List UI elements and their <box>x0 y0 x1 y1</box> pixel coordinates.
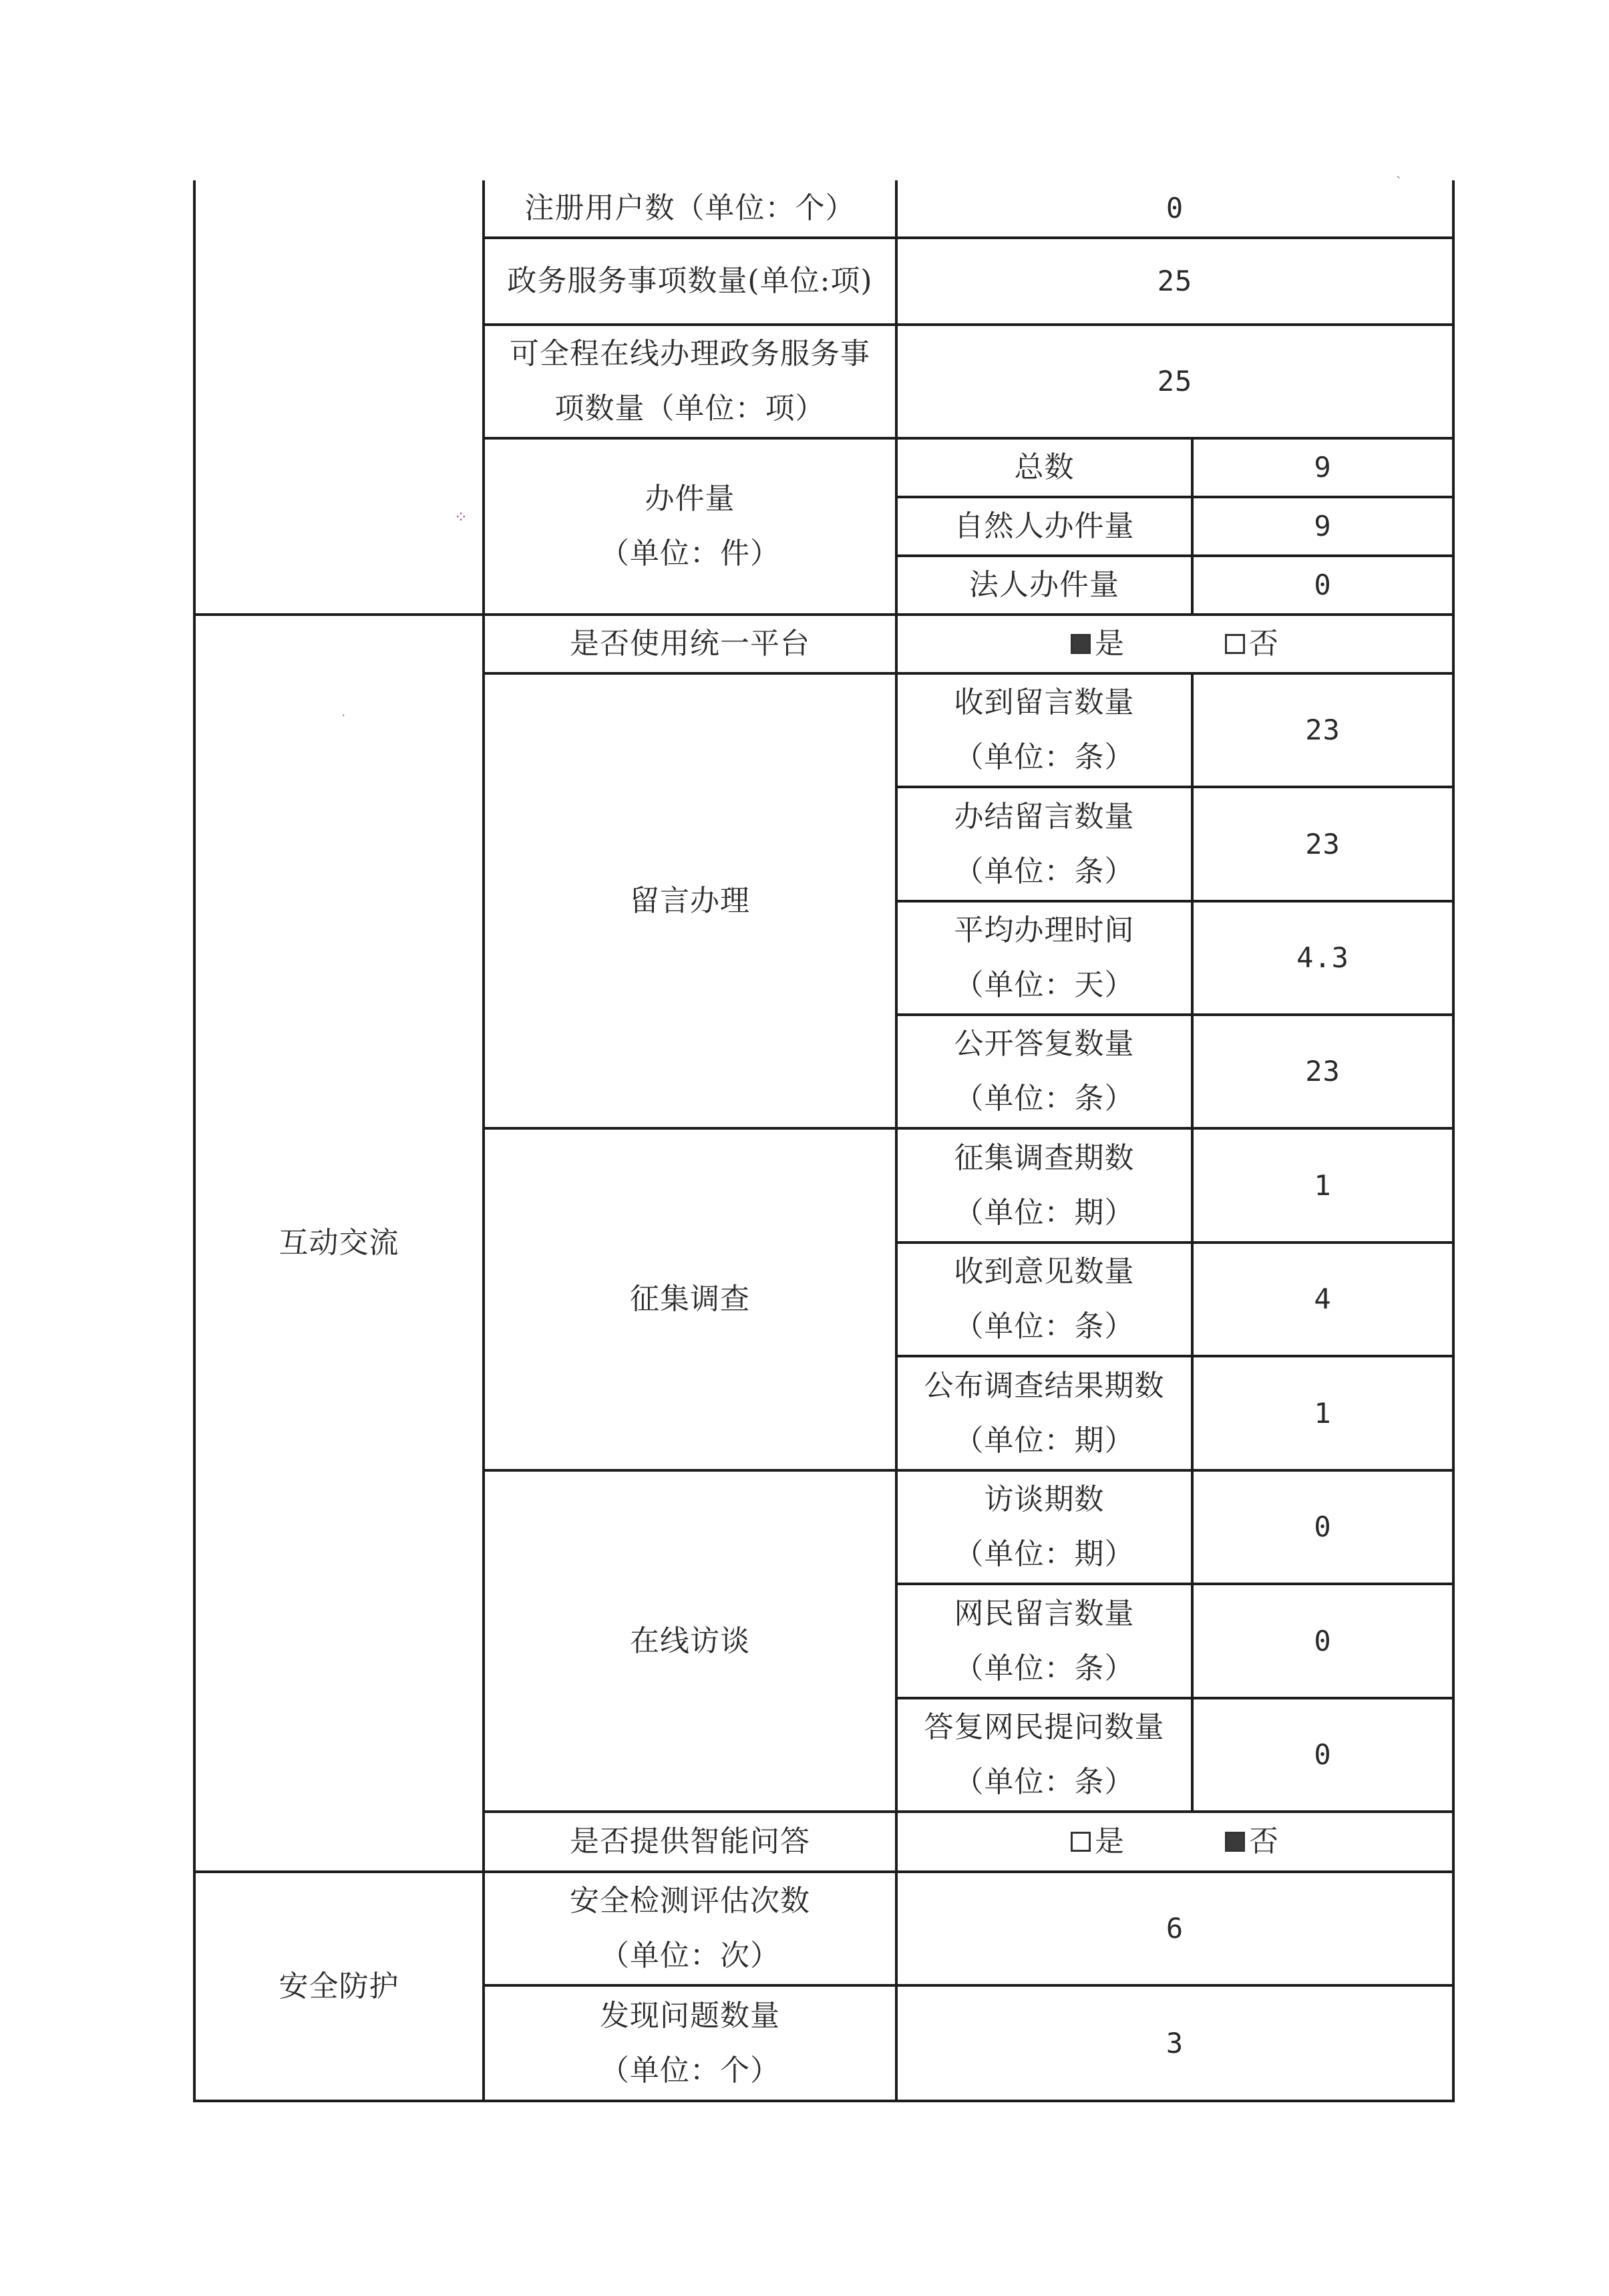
value-text: 6 <box>1166 1912 1184 1945</box>
value-text: 4.3 <box>1296 941 1349 974</box>
metric-label: 答复网民提问数量 <box>924 1710 1165 1744</box>
smart-qa-no[interactable] <box>1225 1814 1279 1869</box>
unified-platform-yes[interactable] <box>1071 617 1125 671</box>
value-text: 3 <box>1166 2026 1184 2060</box>
value-text: 1 <box>1314 1168 1332 1202</box>
metric-label: 收到意见数量 <box>954 1255 1135 1289</box>
registered-users-value <box>898 180 1452 236</box>
metric-unit: （单位：期） <box>954 1537 1135 1571</box>
metric-label: 安全检测评估次数 <box>570 1884 810 1918</box>
metric-unit: （单位：条） <box>954 854 1135 888</box>
netizen-messages-label <box>898 1585 1191 1697</box>
value-text: 23 <box>1305 713 1340 746</box>
survey-periods-label <box>898 1130 1191 1241</box>
unified-platform-no[interactable] <box>1225 617 1279 671</box>
opinions-received-value <box>1194 1244 1452 1355</box>
value-text: 0 <box>1314 568 1332 601</box>
online-items-value <box>898 326 1452 437</box>
messages-closed-value <box>1194 788 1452 900</box>
issues-found-value <box>898 1987 1452 2100</box>
service-items-label: 政务服务事项数量(单位:项) <box>507 264 873 298</box>
checkbox-unchecked-icon <box>1071 1832 1091 1852</box>
case-volume-unit: （单位：件） <box>600 536 780 570</box>
case-volume-label <box>485 440 895 613</box>
avg-handling-time-label <box>898 903 1191 1013</box>
smart-qa-options <box>898 1813 1452 1870</box>
interview-periods-label <box>898 1472 1191 1583</box>
rule <box>193 2100 1455 2102</box>
value-text: 9 <box>1314 451 1332 484</box>
case-legal-person-label: 法人办件量 <box>969 568 1119 602</box>
online-items-label-line2: 项数量（单位：项） <box>554 391 826 426</box>
survey-group-label: 征集调查 <box>630 1282 750 1316</box>
value-text: 4 <box>1314 1283 1332 1315</box>
registered-users-label: 注册用户数（单位：个） <box>524 191 856 225</box>
option-label: 否 <box>1249 627 1279 661</box>
case-total-value <box>1194 440 1452 496</box>
case-legal-person-value <box>1194 557 1452 613</box>
case-volume-title: 办件量 <box>645 482 735 516</box>
value-text: 23 <box>1305 827 1340 860</box>
metric-label: 办结留言数量 <box>954 799 1135 834</box>
security-tests-value <box>898 1873 1452 1984</box>
value-text: 1 <box>1314 1396 1332 1430</box>
metric-label: 访谈期数 <box>984 1482 1105 1516</box>
unified-platform-label: 是否使用统一平台 <box>570 627 810 661</box>
public-replies-value <box>1194 1016 1452 1127</box>
metric-unit: （单位：期） <box>954 1195 1135 1230</box>
interaction-section-label: 互动交流 <box>279 1226 399 1260</box>
value-text: 0 <box>1314 1624 1332 1657</box>
metric-label: 收到留言数量 <box>954 685 1135 719</box>
scan-speck: ⁘ <box>454 508 468 526</box>
smart-qa-yes[interactable] <box>1071 1814 1125 1869</box>
value-text: 0 <box>1314 1738 1332 1771</box>
metric-unit: （单位：条） <box>954 1082 1135 1116</box>
interview-periods-value <box>1194 1472 1452 1583</box>
value-text: 9 <box>1314 510 1332 542</box>
issues-found-label <box>485 1987 895 2100</box>
value-text: 25 <box>1157 265 1193 297</box>
survey-results-label <box>898 1357 1191 1469</box>
checkbox-unchecked-icon <box>1225 634 1245 654</box>
metric-unit: （单位：条） <box>954 1651 1135 1685</box>
smart-qa-label: 是否提供智能问答 <box>570 1824 810 1858</box>
metric-unit: （单位：期） <box>954 1423 1135 1458</box>
case-total-label: 总数 <box>1014 450 1075 484</box>
rule <box>1452 180 1455 2102</box>
security-tests-label <box>485 1873 895 1984</box>
scan-speck: ˏ <box>1396 160 1401 179</box>
scan-speck: ˑ <box>341 707 347 725</box>
value-text: 23 <box>1305 1055 1340 1088</box>
service-items-value <box>898 239 1452 323</box>
value-text: 0 <box>1314 1510 1332 1543</box>
metric-unit: （单位：条） <box>954 1765 1135 1799</box>
metric-label: 公开答复数量 <box>954 1027 1135 1061</box>
metric-label: 发现问题数量 <box>600 1998 780 2033</box>
case-natural-person-value <box>1194 498 1452 554</box>
value-text: 0 <box>1166 192 1184 224</box>
netizen-answers-label <box>898 1699 1191 1810</box>
metric-label: 公布调查结果期数 <box>924 1368 1165 1403</box>
online-items-label <box>485 326 895 437</box>
public-replies-label <box>898 1016 1191 1127</box>
metric-unit: （单位：次） <box>600 1939 780 1973</box>
metric-unit: （单位：天） <box>954 968 1135 1002</box>
metric-unit: （单位：个） <box>600 2053 780 2088</box>
value-text: 25 <box>1157 365 1193 397</box>
metric-label: 征集调查期数 <box>954 1140 1135 1175</box>
checkbox-checked-icon <box>1071 634 1091 654</box>
option-label: 是 <box>1095 627 1125 661</box>
option-label: 是 <box>1095 1824 1125 1858</box>
online-items-label-line1: 可全程在线办理政务服务事 <box>510 337 870 371</box>
case-natural-person-label: 自然人办件量 <box>954 509 1135 543</box>
messages-group-label: 留言办理 <box>630 883 750 918</box>
netizen-messages-value <box>1194 1585 1452 1697</box>
messages-received-value <box>1194 675 1452 786</box>
avg-handling-time-value <box>1194 903 1452 1013</box>
unified-platform-options <box>898 616 1452 672</box>
checkbox-checked-icon <box>1225 1832 1245 1852</box>
metric-label: 网民留言数量 <box>954 1596 1135 1631</box>
metric-label: 平均办理时间 <box>954 913 1135 947</box>
survey-periods-value <box>1194 1130 1452 1241</box>
option-label: 否 <box>1249 1824 1279 1858</box>
security-section-label: 安全防护 <box>279 1969 399 2003</box>
survey-results-value <box>1194 1357 1452 1469</box>
interview-group-label: 在线访谈 <box>630 1623 750 1658</box>
metric-unit: （单位：条） <box>954 1309 1135 1343</box>
messages-received-label <box>898 675 1191 786</box>
netizen-answers-value <box>1194 1699 1452 1810</box>
metric-unit: （单位：条） <box>954 740 1135 774</box>
opinions-received-label <box>898 1244 1191 1355</box>
messages-closed-label <box>898 788 1191 900</box>
